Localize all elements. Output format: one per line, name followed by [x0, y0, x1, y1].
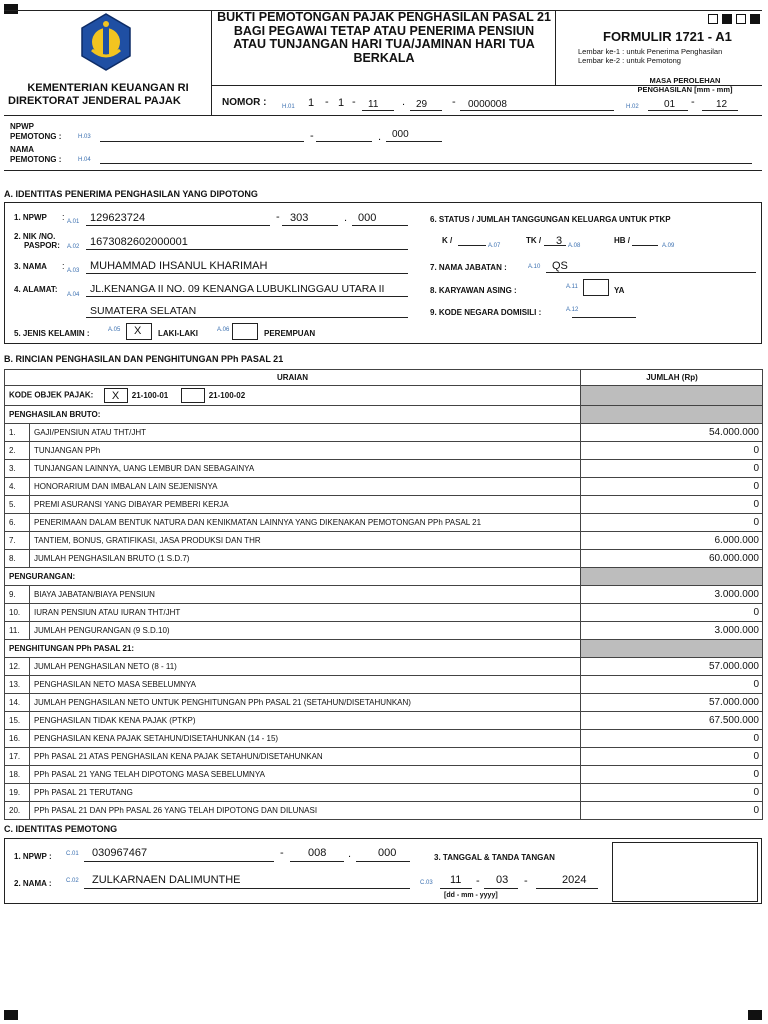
table-row: 15. PENGHASILAN TIDAK KENA PAJAK (PTKP) 67.500.000	[5, 712, 763, 730]
nomor-part-1: 1	[308, 97, 315, 109]
a-tk-value: 3	[556, 235, 563, 247]
a-negara-code: A.12	[566, 307, 579, 313]
a-npwp-3: 000	[358, 212, 377, 224]
nomor-code: H.01	[282, 104, 295, 110]
c-npwp-label: 1. NPWP :	[14, 852, 52, 861]
table-row: 14. JUMLAH PENGHASILAN NETO UNTUK PENGHITUNGAN PPh PASAL 21 (SETAHUN/DISETAHUNKAN) 57.000.000	[5, 694, 763, 712]
checkbox-perempuan[interactable]	[232, 323, 258, 340]
a-nama-code: A.03	[67, 268, 80, 274]
table-row: 20. PPh PASAL 21 DAN PPh PASAL 26 YANG TELAH DIPOTONG DAN DILUNASI 0	[5, 802, 763, 820]
section-a-title: A. IDENTITAS PENERIMA PENGHASILAN YANG DIPOTONG	[4, 189, 258, 199]
a-jabatan-label: 7. NAMA JABATAN :	[430, 263, 507, 272]
a-k-code: A.07	[488, 243, 501, 249]
table-row: 4. HONORARIUM DAN IMBALAN LAIN SEJENISNYA 0	[5, 478, 763, 496]
table-row: 11. JUMLAH PENGURANGAN (9 S.D.10) 3.000.000	[5, 622, 763, 640]
checkbox-karyawan-asing[interactable]	[583, 279, 609, 296]
a-npwp-code: A.01	[67, 219, 80, 225]
a-alamat-line2: SUMATERA SELATAN	[90, 305, 197, 317]
table-row: 7. TANTIEM, BONUS, GRATIFIKASI, JASA PRODUKSI DAN THR 6.000.000	[5, 532, 763, 550]
c-nama-code: C.02	[66, 878, 79, 884]
c-tanggal-mm: 03	[496, 874, 509, 886]
c-npwp-2: 008	[308, 847, 327, 859]
a-tk-label: TK /	[526, 236, 542, 245]
a-jk-code-1: A.05	[108, 327, 121, 333]
masa-code: H.02	[626, 104, 639, 110]
c-tanggal-yyyy: 2024	[562, 874, 587, 886]
bruto-header: PENGHASILAN BRUTO:	[5, 406, 581, 424]
form-code: FORMULIR 1721 - A1	[603, 29, 732, 44]
penghitungan-header: PENGHITUNGAN PPh PASAL 21:	[5, 640, 581, 658]
masa-to: 12	[716, 99, 728, 110]
a-jabatan-value: QS	[552, 260, 568, 272]
table-row: 12. JUMLAH PENGHASILAN NETO (8 - 11) 57.000.000	[5, 658, 763, 676]
table-row: 17. PPh PASAL 21 ATAS PENGHASILAN KENA PAJAK SETAHUN/DISETAHUNKAN 0	[5, 748, 763, 766]
kemenkeu-logo	[78, 12, 134, 72]
nama-pemotong-code: H.04	[78, 157, 91, 163]
a-jk-code-2: A.06	[217, 327, 230, 333]
nomor-part-4: 29	[416, 99, 428, 110]
c-npwp-1: 030967467	[92, 847, 148, 859]
a-alamat-line1: JL.KENANGA II NO. 09 KENANGA LUBUKLINGGAU UTARA II	[90, 283, 385, 295]
c-nama-label: 2. NAMA :	[14, 879, 52, 888]
c-tanggal-code: C.03	[420, 880, 433, 886]
a-npwp-label: 1. NPWP	[14, 213, 47, 222]
registration-mark-bottom-right	[748, 1010, 762, 1020]
a-hb-label: HB /	[614, 236, 630, 245]
table-row: 10. IURAN PENSIUN ATAU IURAN THT/JHT 0	[5, 604, 763, 622]
a-nama-value: MUHAMMAD IHSANUL KHARIMAH	[90, 260, 268, 272]
rincian-table	[4, 369, 763, 820]
checkbox-laki-laki-mark: X	[134, 325, 142, 337]
a-npwp-2: 303	[290, 212, 309, 224]
c-npwp-code: C.01	[66, 851, 79, 857]
table-row: 1. GAJI/PENSIUN ATAU THT/JHT 54.000.000	[5, 424, 763, 442]
a-nama-label: 3. NAMA	[14, 262, 47, 271]
kode-objek-label: KODE OBJEK PAJAK:	[9, 390, 94, 400]
a-negara-label: 9. KODE NEGARA DOMISILI :	[430, 308, 542, 317]
masa-from: 01	[664, 99, 676, 110]
a-asing-code: A.11	[566, 284, 578, 290]
pengurangan-header: PENGURANGAN:	[5, 568, 581, 586]
section-b-title: B. RINCIAN PENGHASILAN DAN PENGHITUNGAN PPh PASAL 21	[4, 354, 284, 364]
a-asing-label: 8. KARYAWAN ASING :	[430, 286, 517, 295]
table-row: 2. TUNJANGAN PPh 0	[5, 442, 763, 460]
a-status-label: 6. STATUS / JUMLAH TANGGUNGAN KELUARGA UNTUK PTKP	[430, 215, 671, 224]
table-row: 13. PENGHASILAN NETO MASA SEBELUMNYA 0	[5, 676, 763, 694]
checkbox-kode-21-100-01[interactable]: X	[104, 388, 128, 403]
c-tanggal-label: 3. TANGGAL & TANDA TANGAN	[434, 853, 555, 862]
form-title: BUKTI PEMOTONGAN PAJAK PENGHASILAN PASAL 21 BAGI PEGAWAI TETAP ATAU PENERIMA PENSIUN ATAU TUNJANGAN HARI TUA/JAMINAN HARI TUA BERKALA	[217, 10, 551, 65]
col-uraian-header: URAIAN	[5, 370, 581, 386]
col-jumlah-header: JUMLAH (Rp)	[581, 370, 763, 386]
kode-21-100-02-label: 21-100-02	[208, 390, 246, 400]
checkbox-kode-21-100-02[interactable]	[181, 388, 205, 403]
kode-21-100-01-label: 21-100-01	[131, 390, 169, 400]
a-hb-code: A.09	[662, 243, 675, 249]
nomor-label: NOMOR :	[222, 97, 267, 108]
table-row: 16. PENGHASILAN KENA PAJAK SETAHUN/DISETAHUNKAN (14 - 15) 0	[5, 730, 763, 748]
a-jabatan-code: A.10	[528, 264, 541, 270]
a-jk-laki-label: LAKI-LAKI	[158, 329, 198, 338]
npwp-pemotong-end: 000	[392, 129, 409, 140]
sheet-note-2: Lembar ke-2 : untuk Pemotong	[578, 56, 681, 65]
a-nik-label: 2. NIK /NO. PASPOR:	[14, 232, 60, 250]
section-c-title: C. IDENTITAS PEMOTONG	[4, 824, 118, 834]
a-tk-code: A.08	[568, 243, 581, 249]
c-nama-value: ZULKARNAEN DALIMUNTHE	[92, 874, 241, 886]
a-npwp-1: 129623724	[90, 212, 146, 224]
a-nik-value: 1673082602000001	[90, 236, 188, 248]
a-jk-perempuan-label: PEREMPUAN	[264, 329, 316, 338]
sheet-note-1: Lembar ke-1 : untuk Penerima Penghasilan	[578, 47, 723, 56]
table-row: 3. TUNJANGAN LAINNYA, UANG LEMBUR DAN SEBAGAINYA 0	[5, 460, 763, 478]
nomor-part-3: 11	[368, 99, 379, 110]
table-row: 8. JUMLAH PENGHASILAN BRUTO (1 S.D.7) 60.000.000	[5, 550, 763, 568]
table-row: 9. BIAYA JABATAN/BIAYA PENSIUN 3.000.000	[5, 586, 763, 604]
a-alamat-label: 4. ALAMAT:	[14, 285, 58, 294]
npwp-pemotong-label: NPWP PEMOTONG :	[10, 122, 62, 141]
registration-mark-bottom-left	[4, 1010, 18, 1020]
a-asing-ya: YA	[614, 286, 625, 295]
a-jk-label: 5. JENIS KELAMIN :	[14, 329, 90, 338]
c-tanggal-dd: 11	[450, 874, 462, 886]
a-nik-code: A.02	[67, 244, 80, 250]
nama-pemotong-label: NAMA PEMOTONG :	[10, 145, 62, 164]
table-row: 6. PENERIMAAN DALAM BENTUK NATURA DAN KENIKMATAN LAINNYA YANG DIKENAKAN PEMOTONGAN PPh PASAL 21 0	[5, 514, 763, 532]
table-row: 18. PPh PASAL 21 YANG TELAH DIPOTONG MASA SEBELUMNYA 0	[5, 766, 763, 784]
table-row: 19. PPh PASAL 21 TERUTANG 0	[5, 784, 763, 802]
kode-objek-row	[5, 386, 581, 406]
nomor-part-2: 1	[338, 97, 345, 109]
a-k-label: K /	[442, 236, 453, 245]
c-npwp-3: 000	[378, 847, 397, 859]
masa-label: MASA PEROLEHAN PENGHASILAN [mm - mm]	[637, 76, 733, 94]
a-alamat-code: A.04	[67, 292, 80, 298]
signature-box[interactable]	[612, 842, 758, 902]
npwp-pemotong-code: H.03	[78, 134, 91, 140]
ministry-name: KEMENTERIAN KEUANGAN RI DIREKTORAT JENDERAL PAJAK	[8, 82, 189, 107]
c-tanggal-format: [dd - mm - yyyy]	[444, 892, 498, 899]
table-row: 5. PREMI ASURANSI YANG DIBAYAR PEMBERI KERJA 0	[5, 496, 763, 514]
nomor-part-5: 0000008	[468, 99, 507, 110]
